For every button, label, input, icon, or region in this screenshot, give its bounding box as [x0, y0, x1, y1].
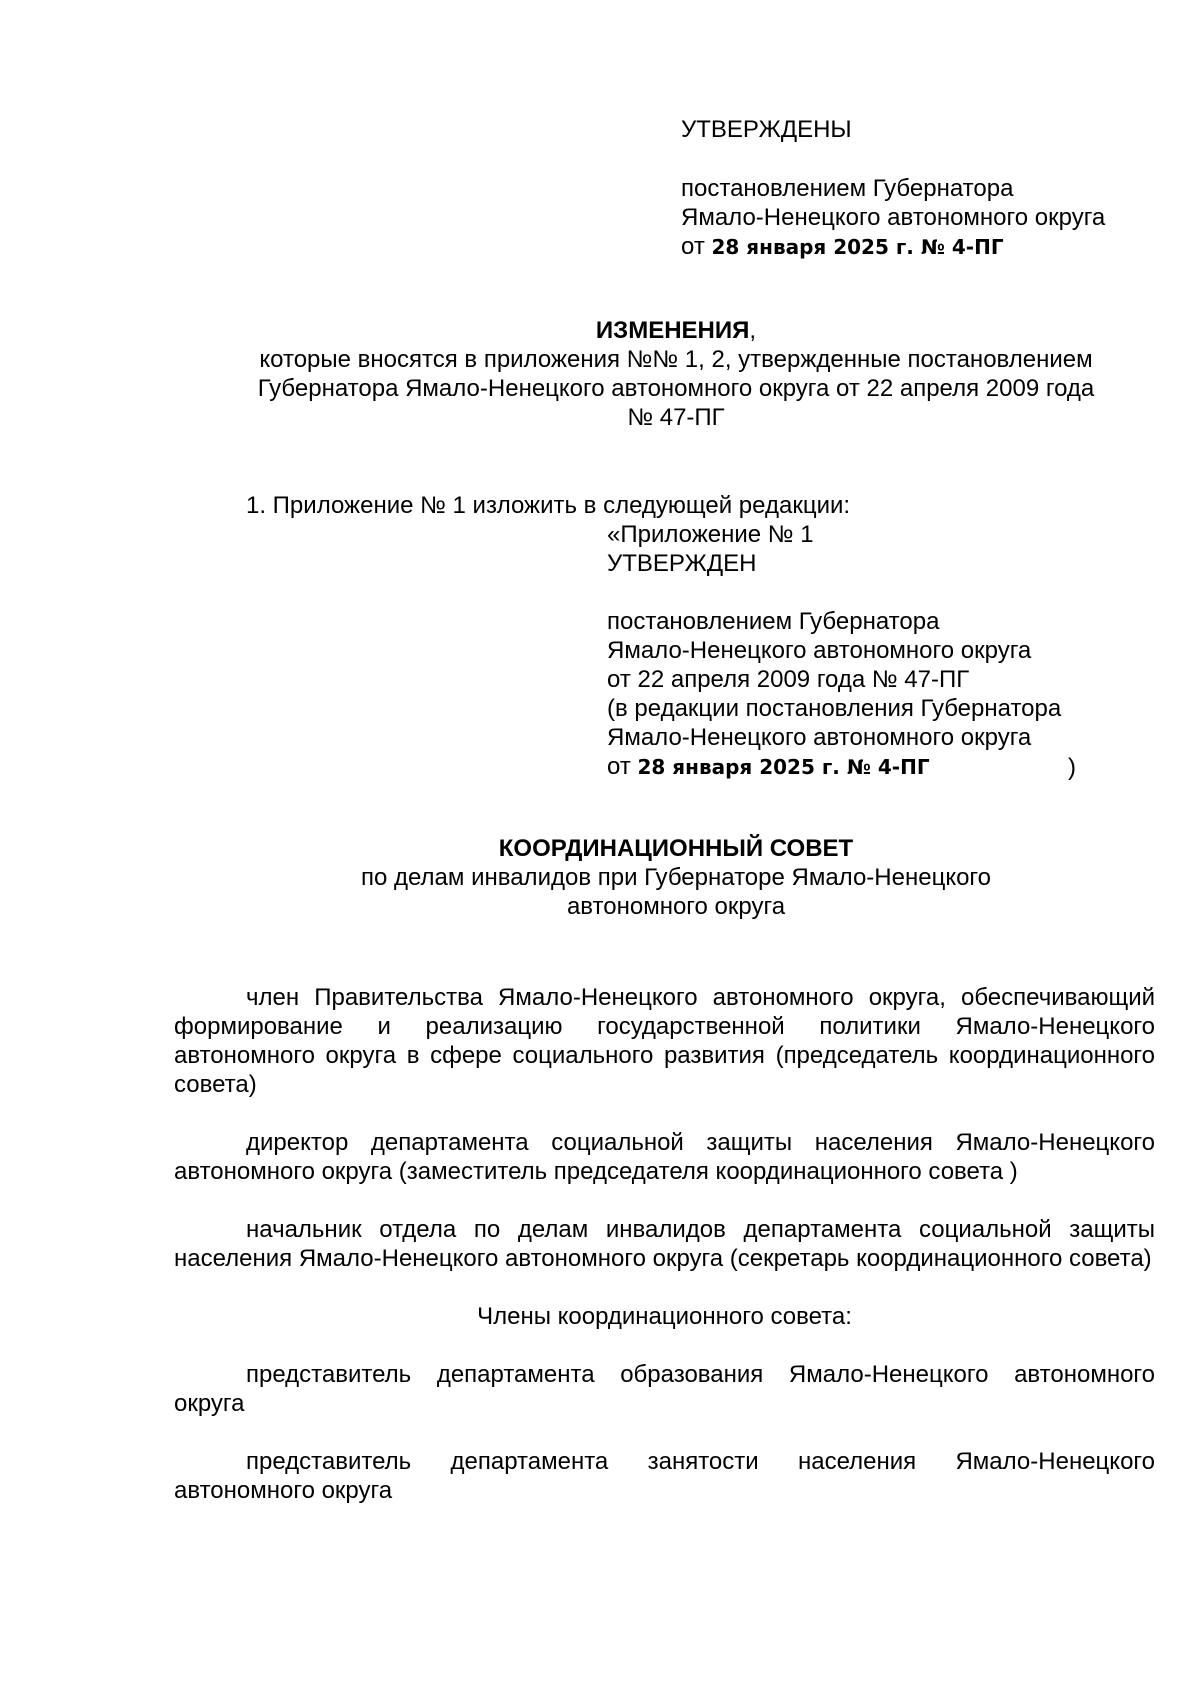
- approval-date: [681, 232, 1181, 262]
- appendix-line: УТВЕРЖДЕН: [607, 550, 757, 577]
- appendix-line: постановлением Губернатора: [607, 608, 940, 635]
- title-main-suffix: ,: [749, 317, 757, 344]
- title-line: Губернатора Ямало-Ненецкого автономного округа от 22 апреля 2009 года: [257, 375, 1095, 402]
- member-secretary: начальник отдела по делам инвалидов департамента социальной защиты населения Ямало-Ненецкого автономного округа (секретарь координационного совета): [174, 1216, 1155, 1272]
- title-main: ИЗМЕНЕНИЯ: [595, 317, 750, 344]
- member-chair: член Правительства Ямало-Ненецкого автономного округа, обеспечивающий формирование и реализацию государственной политики Ямало-Ненецкого автономного округа в сфере социального развития (председатель координационного совета): [174, 984, 1155, 1098]
- council-title-block: [176, 834, 1176, 921]
- item-1: 1. Приложение № 1 изложить в следующей редакции:: [246, 492, 851, 519]
- appendix-date-prefix: от: [607, 753, 638, 780]
- approval-heading: УТВЕРЖДЕНЫ: [681, 116, 852, 143]
- council-subtitle-line: по делам инвалидов при Губернаторе Ямало-Ненецкого: [360, 864, 992, 891]
- member-item: представитель департамента занятости населения Ямало-Ненецкого автономного округа: [174, 1448, 1155, 1504]
- appendix-line: (в редакции постановления Губернатора: [607, 695, 1062, 722]
- approval-line: постановлением Губернатора: [681, 175, 1014, 202]
- appendix-date-value: 28 января 2025 г. № 4-ПГ: [637, 755, 930, 779]
- appendix-line: Ямало-Ненецкого автономного округа: [607, 724, 1032, 751]
- approval-stamp: [681, 115, 1181, 262]
- title-main-line: [176, 316, 1176, 345]
- appendix-line: Ямало-Ненецкого автономного округа: [607, 637, 1032, 664]
- members-label: Члены координационного совета:: [477, 1303, 852, 1330]
- document-title: [176, 316, 1176, 432]
- approval-date-value: 28 января 2025 г. № 4-ПГ: [711, 235, 1004, 259]
- council-subtitle-line: автономного округа: [566, 893, 786, 920]
- appendix-line: от 22 апреля 2009 года № 47-ПГ: [607, 666, 970, 693]
- appendix-header: [607, 520, 1167, 782]
- spacer: [607, 578, 1167, 607]
- council-members: [174, 983, 1155, 1534]
- appendix-date: [607, 752, 1167, 782]
- council-title: КООРДИНАЦИОННЫЙ СОВЕТ: [498, 835, 854, 862]
- member-deputy: директор департамента социальной защиты населения Ямало-Ненецкого автономного округа (заместитель председателя координационного совета ): [174, 1129, 1155, 1185]
- title-line: которые вносятся в приложения №№ 1, 2, утвержденные постановлением: [259, 346, 1093, 373]
- title-line: № 47-ПГ: [627, 404, 725, 431]
- member-item: представитель департамента образования Ямало-Ненецкого автономного округа: [174, 1361, 1155, 1417]
- approval-date-prefix: от: [681, 233, 712, 260]
- closing-parenthesis: ): [1068, 754, 1076, 781]
- appendix-line: «Приложение № 1: [607, 521, 814, 548]
- approval-line: Ямало-Ненецкого автономного округа: [681, 204, 1106, 231]
